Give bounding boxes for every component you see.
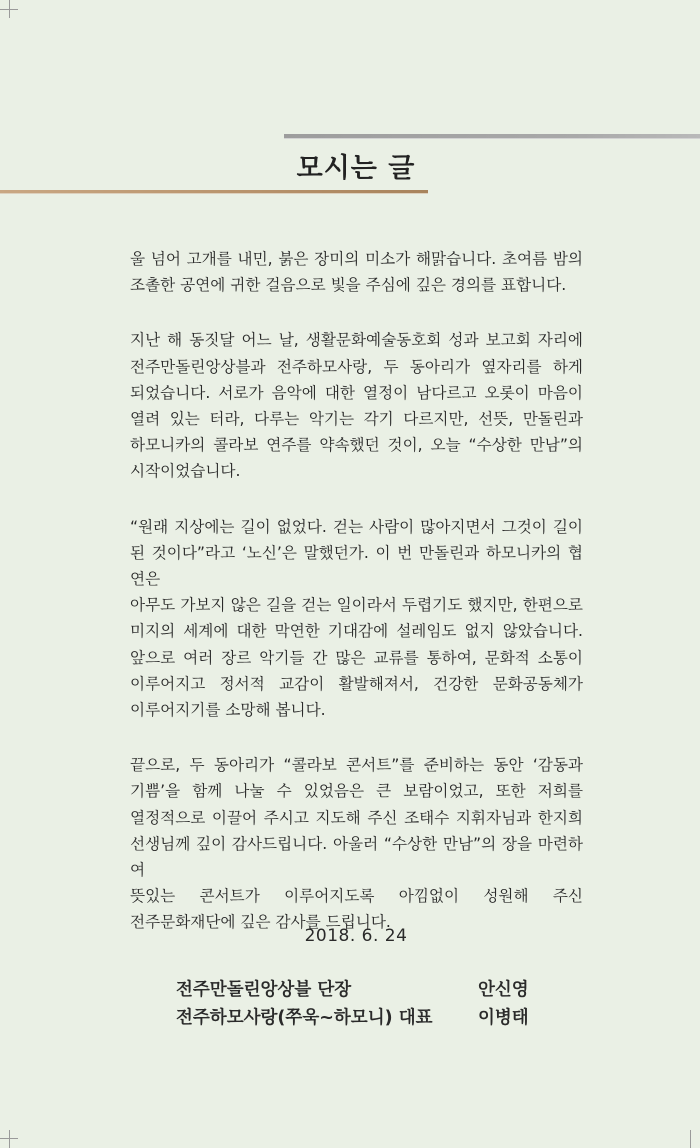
paragraph-2	[130, 327, 583, 484]
text-line: 끝으로, 두 동아리가 “콜라보 콘서트”를 준비하는 동안 ‘감동과	[130, 756, 583, 775]
text-line: 전주만돌린앙상블과 전주하모사랑, 두 동아리가 옆자리를 하게	[130, 357, 583, 376]
crop-mark-bottom-left-h	[0, 1138, 18, 1139]
signature-name-2: 이병태	[478, 1008, 529, 1028]
text-line: 되었습니다. 서로가 음악에 대한 열정이 남다르고 오롯이 마음이	[130, 383, 583, 402]
title-rule-top	[284, 134, 700, 138]
text-line: 하모니카의 콜라보 연주를 약속했던 것이, 오늘 “수상한 만남”의	[130, 436, 583, 455]
text-line: 이루어지기를 소망해 봅니다.	[130, 701, 326, 720]
text-line: 열정적으로 이끌어 주시고 지도해 주신 조태수 지휘자님과 한지희	[130, 808, 583, 827]
text-line: 전주문화재단에 깊은 감사를 드립니다.	[130, 913, 391, 932]
paragraph-3	[130, 514, 583, 724]
text-line: 된 것이다”라고 ‘노신’은 말했던가. 이 번 만돌린과 하모니카의 협연은	[130, 543, 583, 589]
text-line: “원래 지상에는 길이 없었다. 걷는 사람이 많아지면서 그것이 길이	[130, 517, 583, 536]
paragraph-4	[130, 752, 583, 935]
text-line: 기쁨’을 함께 나눌 수 있었음은 큰 보람이었고, 또한 저희를	[130, 782, 583, 801]
text-line: 조촐한 공연에 귀한 걸음으로 빛을 주심에 깊은 경의를 표합니다.	[130, 276, 567, 295]
title-rule-bottom	[0, 190, 428, 193]
text-line: 이루어지고 정서적 교감이 활발해져서, 건강한 문화공동체가	[130, 674, 583, 693]
signature-role-1: 전주만돌린앙상블 단장	[176, 980, 352, 1000]
text-line: 선생님께 깊이 감사드립니다. 아울러 “수상한 만남”의 장을 마련하여	[130, 834, 583, 880]
crop-mark-bottom-right	[690, 1130, 691, 1148]
text-line: 아무도 가보지 않은 길을 걷는 일이라서 두렵기도 했지만, 한편으로	[130, 596, 583, 615]
text-line: 울 넘어 고개를 내민, 붉은 장미의 미소가 해맑습니다. 초여름 밤의	[130, 250, 583, 268]
crop-mark-top-left-h	[0, 9, 18, 10]
text-line: 지난 해 동짓달 어느 날, 생활문화예술동호회 성과 보고회 자리에	[130, 331, 583, 350]
text-line: 앞으로 여러 장르 악기들 간 많은 교류를 통하여, 문화적 소통이	[130, 648, 583, 667]
signature-role-2: 전주하모사랑(쭈욱~하모니) 대표	[176, 1008, 433, 1028]
signature-name-1: 안신영	[478, 980, 529, 1000]
text-line: 미지의 세계에 대한 막연한 기대감에 설레임도 없지 않았습니다.	[130, 622, 583, 641]
text-line: 열려 있는 터라, 다루는 악기는 각기 다르지만, 선뜻, 만돌린과	[130, 410, 583, 429]
letter-date: 2018. 6. 24	[304, 926, 408, 946]
page-title: 모시는 글	[296, 153, 416, 184]
crop-mark-bottom-left	[9, 1130, 10, 1148]
paragraph-1	[130, 246, 583, 298]
text-line: 뜻있는 콘서트가 이루어지도록 아낌없이 성원해 주신	[130, 887, 583, 906]
letter-body	[130, 246, 583, 965]
text-line: 시작이었습니다.	[130, 462, 241, 481]
